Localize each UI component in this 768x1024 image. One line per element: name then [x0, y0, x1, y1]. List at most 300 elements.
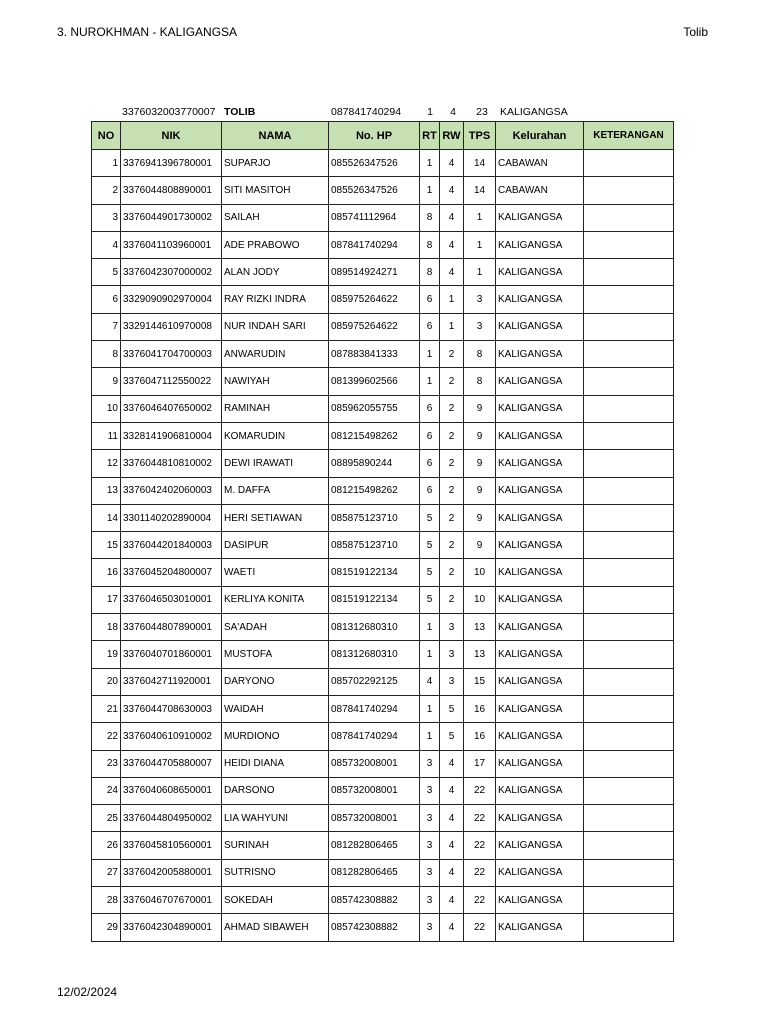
- cell-no: 15: [92, 532, 121, 559]
- cell-nik: 3376044810810002: [121, 450, 222, 477]
- cell-no: 25: [92, 805, 121, 832]
- cell-hp: 081215498262: [329, 477, 420, 504]
- table-row: [92, 695, 674, 722]
- cell-rw: 4: [440, 859, 464, 886]
- cell-no: 29: [92, 914, 121, 941]
- cell-tps: 14: [464, 150, 496, 177]
- cell-keterangan: [584, 231, 674, 258]
- table-row: [92, 504, 674, 531]
- cell-rw: 2: [440, 532, 464, 559]
- cell-nama: NAWIYAH: [222, 368, 329, 395]
- coordinator-phone: 087841740294: [331, 106, 402, 118]
- cell-rt: 6: [420, 422, 440, 449]
- cell-tps: 22: [464, 859, 496, 886]
- cell-tps: 16: [464, 695, 496, 722]
- cell-nama: MURDIONO: [222, 723, 329, 750]
- cell-keterangan: [584, 668, 674, 695]
- table-row: [92, 832, 674, 859]
- cell-nama: HERI SETIAWAN: [222, 504, 329, 531]
- cell-nama: DASIPUR: [222, 532, 329, 559]
- cell-no: 2: [92, 177, 121, 204]
- cell-hp: 087841740294: [329, 723, 420, 750]
- cell-hp: 081282806465: [329, 859, 420, 886]
- cell-no: 21: [92, 695, 121, 722]
- cell-kelurahan: KALIGANGSA: [496, 887, 584, 914]
- coordinator-name: TOLIB: [224, 106, 256, 118]
- cell-hp: 087883841333: [329, 341, 420, 368]
- cell-rt: 8: [420, 231, 440, 258]
- cell-no: 8: [92, 341, 121, 368]
- table-row: [92, 641, 674, 668]
- cell-rw: 2: [440, 341, 464, 368]
- cell-rt: 6: [420, 477, 440, 504]
- cell-nama: HEIDI DIANA: [222, 750, 329, 777]
- cell-keterangan: [584, 750, 674, 777]
- cell-kelurahan: KALIGANGSA: [496, 313, 584, 340]
- cell-tps: 10: [464, 559, 496, 586]
- cell-keterangan: [584, 614, 674, 641]
- cell-keterangan: [584, 204, 674, 231]
- cell-keterangan: [584, 422, 674, 449]
- cell-kelurahan: KALIGANGSA: [496, 559, 584, 586]
- cell-nik: 3376941396780001: [121, 150, 222, 177]
- column-header-tps: TPS: [464, 122, 496, 150]
- cell-rt: 5: [420, 532, 440, 559]
- table-row: [92, 231, 674, 258]
- cell-no: 6: [92, 286, 121, 313]
- cell-nama: SUPARJO: [222, 150, 329, 177]
- cell-rw: 4: [440, 832, 464, 859]
- cell-kelurahan: KALIGANGSA: [496, 777, 584, 804]
- cell-no: 10: [92, 395, 121, 422]
- cell-tps: 15: [464, 668, 496, 695]
- cell-no: 5: [92, 259, 121, 286]
- cell-hp: 085732008001: [329, 777, 420, 804]
- cell-rt: 3: [420, 887, 440, 914]
- cell-keterangan: [584, 859, 674, 886]
- table-row: [92, 668, 674, 695]
- cell-keterangan: [584, 450, 674, 477]
- cell-no: 16: [92, 559, 121, 586]
- cell-no: 7: [92, 313, 121, 340]
- cell-rw: 3: [440, 668, 464, 695]
- cell-kelurahan: CABAWAN: [496, 150, 584, 177]
- cell-rt: 3: [420, 914, 440, 941]
- table-row: [92, 887, 674, 914]
- cell-nama: DEWI IRAWATI: [222, 450, 329, 477]
- cell-rt: 3: [420, 777, 440, 804]
- cell-nik: 3376046707670001: [121, 887, 222, 914]
- cell-kelurahan: KALIGANGSA: [496, 259, 584, 286]
- cell-nama: M. DAFFA: [222, 477, 329, 504]
- cell-hp: 085526347526: [329, 150, 420, 177]
- cell-keterangan: [584, 832, 674, 859]
- cell-rt: 6: [420, 450, 440, 477]
- column-header-rw: RW: [440, 122, 464, 150]
- cell-nik: 3376046407650002: [121, 395, 222, 422]
- cell-nik: 3376041704700003: [121, 341, 222, 368]
- cell-kelurahan: KALIGANGSA: [496, 750, 584, 777]
- cell-nik: 3376042005880001: [121, 859, 222, 886]
- cell-tps: 1: [464, 259, 496, 286]
- cell-no: 12: [92, 450, 121, 477]
- cell-kelurahan: KALIGANGSA: [496, 231, 584, 258]
- cell-rw: 4: [440, 750, 464, 777]
- cell-nik: 3376044201840003: [121, 532, 222, 559]
- cell-hp: 087841740294: [329, 695, 420, 722]
- cell-no: 13: [92, 477, 121, 504]
- cell-rt: 6: [420, 395, 440, 422]
- cell-nama: MUSTOFA: [222, 641, 329, 668]
- cell-kelurahan: KALIGANGSA: [496, 723, 584, 750]
- cell-kelurahan: CABAWAN: [496, 177, 584, 204]
- table-row: [92, 204, 674, 231]
- cell-nama: ALAN JODY: [222, 259, 329, 286]
- cell-nama: SAILAH: [222, 204, 329, 231]
- cell-rt: 5: [420, 586, 440, 613]
- cell-nama: ANWARUDIN: [222, 341, 329, 368]
- cell-hp: 089514924271: [329, 259, 420, 286]
- cell-kelurahan: KALIGANGSA: [496, 477, 584, 504]
- cell-rt: 1: [420, 614, 440, 641]
- cell-rt: 6: [420, 313, 440, 340]
- cell-no: 3: [92, 204, 121, 231]
- cell-keterangan: [584, 641, 674, 668]
- cell-keterangan: [584, 559, 674, 586]
- cell-nama: LIA WAHYUNI: [222, 805, 329, 832]
- cell-kelurahan: KALIGANGSA: [496, 532, 584, 559]
- cell-hp: 085741112964: [329, 204, 420, 231]
- cell-rw: 4: [440, 150, 464, 177]
- cell-keterangan: [584, 177, 674, 204]
- cell-rt: 3: [420, 859, 440, 886]
- table-row: [92, 914, 674, 941]
- cell-kelurahan: KALIGANGSA: [496, 641, 584, 668]
- cell-nik: 3376044901730002: [121, 204, 222, 231]
- cell-tps: 8: [464, 368, 496, 395]
- cell-nik: 3376044804950002: [121, 805, 222, 832]
- cell-rt: 6: [420, 286, 440, 313]
- table-row: [92, 586, 674, 613]
- cell-nik: 3376047112550022: [121, 368, 222, 395]
- cell-hp: 085875123710: [329, 504, 420, 531]
- cell-tps: 13: [464, 614, 496, 641]
- cell-kelurahan: KALIGANGSA: [496, 504, 584, 531]
- table-row: [92, 477, 674, 504]
- cell-rt: 8: [420, 259, 440, 286]
- cell-no: 1: [92, 150, 121, 177]
- cell-keterangan: [584, 477, 674, 504]
- cell-rw: 4: [440, 204, 464, 231]
- cell-nama: RAMINAH: [222, 395, 329, 422]
- table-row: [92, 395, 674, 422]
- cell-nik: 3376045204800007: [121, 559, 222, 586]
- cell-rw: 2: [440, 477, 464, 504]
- cell-kelurahan: KALIGANGSA: [496, 204, 584, 231]
- cell-hp: 085875123710: [329, 532, 420, 559]
- cell-hp: 08895890244: [329, 450, 420, 477]
- cell-nik: 3301140202890004: [121, 504, 222, 531]
- cell-hp: 085975264622: [329, 313, 420, 340]
- cell-nama: SOKEDAH: [222, 887, 329, 914]
- table-row: [92, 750, 674, 777]
- cell-rw: 4: [440, 231, 464, 258]
- cell-nik: 3376040608650001: [121, 777, 222, 804]
- cell-tps: 22: [464, 777, 496, 804]
- cell-rt: 4: [420, 668, 440, 695]
- cell-rw: 5: [440, 723, 464, 750]
- cell-rt: 1: [420, 177, 440, 204]
- cell-nik: 3376042307000002: [121, 259, 222, 286]
- cell-no: 18: [92, 614, 121, 641]
- cell-kelurahan: KALIGANGSA: [496, 668, 584, 695]
- cell-no: 28: [92, 887, 121, 914]
- cell-keterangan: [584, 805, 674, 832]
- cell-nik: 3376041103960001: [121, 231, 222, 258]
- cell-hp: 081399602566: [329, 368, 420, 395]
- table-row: [92, 313, 674, 340]
- cell-kelurahan: KALIGANGSA: [496, 422, 584, 449]
- cell-nama: SITI MASITOH: [222, 177, 329, 204]
- cell-rw: 2: [440, 586, 464, 613]
- cell-kelurahan: KALIGANGSA: [496, 286, 584, 313]
- cell-kelurahan: KALIGANGSA: [496, 859, 584, 886]
- cell-nama: WAIDAH: [222, 695, 329, 722]
- cell-rw: 4: [440, 914, 464, 941]
- cell-tps: 13: [464, 641, 496, 668]
- table-row: [92, 614, 674, 641]
- cell-kelurahan: KALIGANGSA: [496, 914, 584, 941]
- cell-rw: 1: [440, 313, 464, 340]
- page-header-name: Tolib: [683, 25, 708, 39]
- cell-tps: 9: [464, 395, 496, 422]
- cell-no: 20: [92, 668, 121, 695]
- cell-tps: 8: [464, 341, 496, 368]
- cell-hp: 081519122134: [329, 559, 420, 586]
- cell-keterangan: [584, 532, 674, 559]
- cell-keterangan: [584, 887, 674, 914]
- cell-keterangan: [584, 313, 674, 340]
- footer-date: 12/02/2024: [57, 985, 118, 999]
- cell-keterangan: [584, 286, 674, 313]
- cell-nik: 3376040610910002: [121, 723, 222, 750]
- column-header-nik: NIK: [121, 122, 222, 150]
- cell-hp: 081519122134: [329, 586, 420, 613]
- table-row: [92, 286, 674, 313]
- cell-tps: 22: [464, 914, 496, 941]
- column-header-no: NO: [92, 122, 121, 150]
- cell-tps: 3: [464, 313, 496, 340]
- table-row: [92, 177, 674, 204]
- table-row: [92, 150, 674, 177]
- cell-rw: 1: [440, 286, 464, 313]
- cell-nama: SA'ADAH: [222, 614, 329, 641]
- cell-no: 23: [92, 750, 121, 777]
- cell-keterangan: [584, 150, 674, 177]
- cell-keterangan: [584, 723, 674, 750]
- cell-keterangan: [584, 695, 674, 722]
- table-row: [92, 259, 674, 286]
- cell-tps: 22: [464, 887, 496, 914]
- cell-tps: 14: [464, 177, 496, 204]
- cell-nama: SURINAH: [222, 832, 329, 859]
- coordinator-rt: 1: [427, 106, 433, 118]
- cell-nama: SUTRISNO: [222, 859, 329, 886]
- cell-tps: 1: [464, 231, 496, 258]
- cell-nama: ADE PRABOWO: [222, 231, 329, 258]
- cell-no: 19: [92, 641, 121, 668]
- table-body: [92, 150, 674, 942]
- cell-tps: 3: [464, 286, 496, 313]
- cell-hp: 081215498262: [329, 422, 420, 449]
- cell-no: 11: [92, 422, 121, 449]
- page-header-title: 3. NUROKHMAN - KALIGANGSA: [57, 25, 238, 39]
- cell-keterangan: [584, 504, 674, 531]
- cell-tps: 9: [464, 504, 496, 531]
- cell-no: 26: [92, 832, 121, 859]
- table-header-row: [92, 122, 674, 150]
- cell-nik: 3376042711920001: [121, 668, 222, 695]
- voter-table: [91, 121, 674, 942]
- cell-rt: 1: [420, 695, 440, 722]
- cell-no: 14: [92, 504, 121, 531]
- cell-rw: 3: [440, 614, 464, 641]
- cell-rw: 4: [440, 777, 464, 804]
- table-row: [92, 532, 674, 559]
- cell-nama: DARSONO: [222, 777, 329, 804]
- cell-rw: 4: [440, 177, 464, 204]
- cell-tps: 10: [464, 586, 496, 613]
- cell-no: 22: [92, 723, 121, 750]
- cell-hp: 081312680310: [329, 641, 420, 668]
- cell-rw: 5: [440, 695, 464, 722]
- cell-tps: 1: [464, 204, 496, 231]
- cell-rw: 3: [440, 641, 464, 668]
- cell-no: 9: [92, 368, 121, 395]
- cell-nik: 3328141906810004: [121, 422, 222, 449]
- cell-rt: 3: [420, 750, 440, 777]
- cell-nama: NUR INDAH SARI: [222, 313, 329, 340]
- table-row: [92, 805, 674, 832]
- cell-nik: 3376045810560001: [121, 832, 222, 859]
- coordinator-kelurahan: KALIGANGSA: [500, 106, 568, 118]
- cell-kelurahan: KALIGANGSA: [496, 395, 584, 422]
- cell-hp: 085732008001: [329, 750, 420, 777]
- cell-nama: KOMARUDIN: [222, 422, 329, 449]
- cell-rw: 2: [440, 422, 464, 449]
- cell-rt: 5: [420, 504, 440, 531]
- cell-hp: 087841740294: [329, 231, 420, 258]
- cell-hp: 085742308882: [329, 887, 420, 914]
- cell-nik: 3376046503010001: [121, 586, 222, 613]
- cell-kelurahan: KALIGANGSA: [496, 341, 584, 368]
- cell-rw: 2: [440, 368, 464, 395]
- cell-nik: 3329090902970004: [121, 286, 222, 313]
- cell-rt: 3: [420, 832, 440, 859]
- coordinator-rw: 4: [450, 106, 456, 118]
- cell-hp: 085526347526: [329, 177, 420, 204]
- cell-rw: 2: [440, 395, 464, 422]
- cell-nik: 3376044708630003: [121, 695, 222, 722]
- cell-rw: 2: [440, 450, 464, 477]
- cell-nama: WAETI: [222, 559, 329, 586]
- table-row: [92, 723, 674, 750]
- cell-kelurahan: KALIGANGSA: [496, 695, 584, 722]
- table-row: [92, 450, 674, 477]
- cell-no: 4: [92, 231, 121, 258]
- table-row: [92, 859, 674, 886]
- cell-hp: 085975264622: [329, 286, 420, 313]
- cell-tps: 16: [464, 723, 496, 750]
- cell-rw: 4: [440, 805, 464, 832]
- cell-nama: KERLIYA KONITA: [222, 586, 329, 613]
- cell-hp: 081282806465: [329, 832, 420, 859]
- column-header-nama: NAMA: [222, 122, 329, 150]
- column-header-keterangan: KETERANGAN: [584, 122, 674, 150]
- coordinator-nik: 3376032003770007: [122, 106, 216, 118]
- cell-rw: 2: [440, 504, 464, 531]
- cell-no: 24: [92, 777, 121, 804]
- cell-nik: 3376042402060003: [121, 477, 222, 504]
- cell-hp: 085742308882: [329, 914, 420, 941]
- cell-rt: 1: [420, 641, 440, 668]
- cell-rt: 1: [420, 723, 440, 750]
- cell-keterangan: [584, 341, 674, 368]
- cell-tps: 9: [464, 450, 496, 477]
- cell-tps: 22: [464, 805, 496, 832]
- cell-rt: 1: [420, 341, 440, 368]
- cell-rt: 5: [420, 559, 440, 586]
- cell-tps: 22: [464, 832, 496, 859]
- cell-nama: DARYONO: [222, 668, 329, 695]
- cell-nik: 3376044705880007: [121, 750, 222, 777]
- cell-hp: 085962055755: [329, 395, 420, 422]
- cell-keterangan: [584, 586, 674, 613]
- table-row: [92, 368, 674, 395]
- cell-kelurahan: KALIGANGSA: [496, 368, 584, 395]
- cell-tps: 9: [464, 477, 496, 504]
- cell-hp: 085702292125: [329, 668, 420, 695]
- column-header-kelurahan: Kelurahan: [496, 122, 584, 150]
- cell-hp: 085732008001: [329, 805, 420, 832]
- cell-tps: 9: [464, 422, 496, 449]
- cell-keterangan: [584, 368, 674, 395]
- cell-keterangan: [584, 777, 674, 804]
- cell-nik: 3329144610970008: [121, 313, 222, 340]
- cell-nik: 3376040701860001: [121, 641, 222, 668]
- cell-keterangan: [584, 395, 674, 422]
- cell-rt: 1: [420, 368, 440, 395]
- cell-hp: 081312680310: [329, 614, 420, 641]
- cell-rt: 1: [420, 150, 440, 177]
- cell-kelurahan: KALIGANGSA: [496, 805, 584, 832]
- cell-rw: 4: [440, 259, 464, 286]
- cell-no: 17: [92, 586, 121, 613]
- cell-nik: 3376042304890001: [121, 914, 222, 941]
- column-header-rt: RT: [420, 122, 440, 150]
- cell-rt: 3: [420, 805, 440, 832]
- cell-nama: RAY RIZKI INDRA: [222, 286, 329, 313]
- cell-kelurahan: KALIGANGSA: [496, 450, 584, 477]
- cell-nik: 3376044807890001: [121, 614, 222, 641]
- table-row: [92, 559, 674, 586]
- table-row: [92, 777, 674, 804]
- cell-nik: 3376044808890001: [121, 177, 222, 204]
- cell-nama: AHMAD SIBAWEH: [222, 914, 329, 941]
- cell-rw: 2: [440, 559, 464, 586]
- cell-tps: 17: [464, 750, 496, 777]
- cell-no: 27: [92, 859, 121, 886]
